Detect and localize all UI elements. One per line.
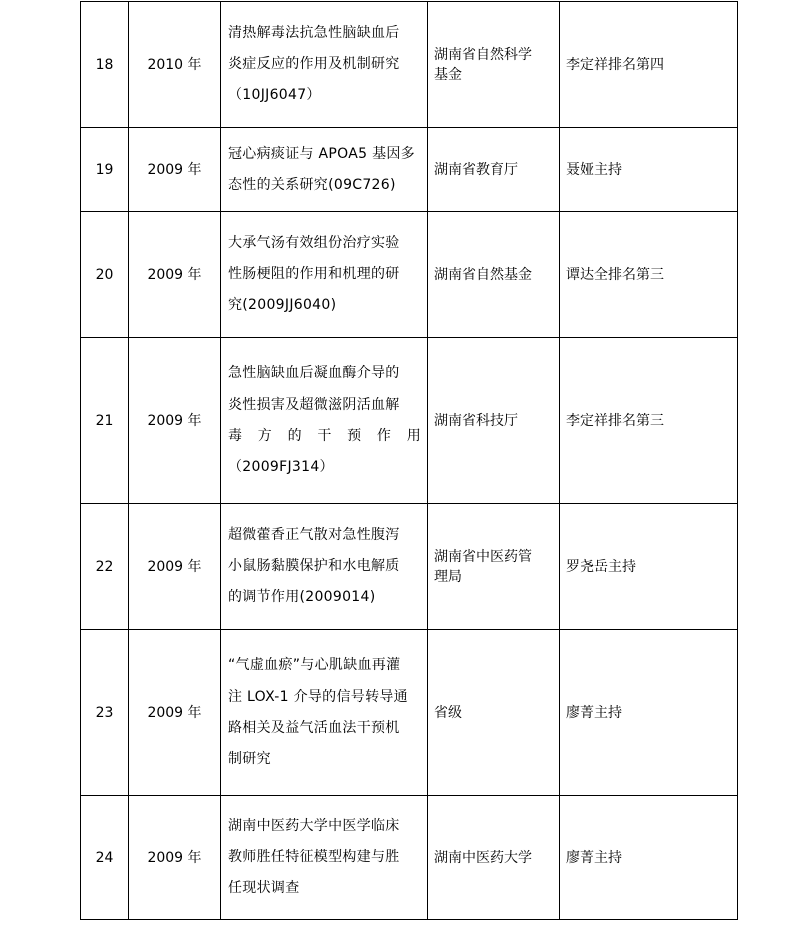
org-line: 湖南省自然基金 xyxy=(434,266,532,283)
row-number: 23 xyxy=(81,630,129,796)
title-line: 任现状调查 xyxy=(228,880,300,897)
row-year: 2009 年 xyxy=(129,796,221,920)
title-line: （2009FJ314） xyxy=(228,458,334,475)
title-line: 态性的关系研究(09C726) xyxy=(228,176,396,193)
row-number: 24 xyxy=(81,796,129,920)
row-number: 20 xyxy=(81,212,129,338)
title-line: 炎症反应的作用及机制研究 xyxy=(228,56,400,73)
table-row xyxy=(81,630,738,796)
org-line: 省级 xyxy=(434,704,462,721)
project-title xyxy=(221,212,428,338)
org-line: 湖南省教育厅 xyxy=(434,161,518,178)
funding-org xyxy=(428,212,560,338)
title-line: 究(2009JJ6040) xyxy=(228,297,337,314)
project-title xyxy=(221,504,428,630)
row-year: 2010 年 xyxy=(129,2,221,128)
title-line: 湖南中医药大学中医学临床 xyxy=(228,817,400,834)
person-role: 廖菁主持 xyxy=(560,630,738,796)
projects-table xyxy=(80,1,738,920)
table-row xyxy=(81,504,738,630)
org-line: 湖南中医药大学 xyxy=(434,849,532,866)
table-row xyxy=(81,796,738,920)
person-role: 聂娅主持 xyxy=(560,128,738,212)
project-title xyxy=(221,338,428,504)
title-line: 教师胜任特征模型构建与胜 xyxy=(228,849,400,866)
person-role: 罗尧岳主持 xyxy=(560,504,738,630)
person-role: 李定祥排名第四 xyxy=(560,2,738,128)
funding-org xyxy=(428,338,560,504)
org-line: 湖南省中医药管 xyxy=(434,548,532,565)
title-line: 毒方的干预作用 xyxy=(228,427,421,444)
project-title xyxy=(221,2,428,128)
title-line: 性肠梗阻的作用和机理的研 xyxy=(228,266,400,283)
row-year: 2009 年 xyxy=(129,128,221,212)
row-year: 2009 年 xyxy=(129,338,221,504)
title-line: 急性脑缺血后凝血酶介导的 xyxy=(228,365,400,382)
project-title xyxy=(221,796,428,920)
org-line: 湖南省科技厅 xyxy=(434,412,518,429)
table-row xyxy=(81,128,738,212)
title-line: 冠心病痰证与 APOA5 基因多 xyxy=(228,145,415,162)
project-title xyxy=(221,630,428,796)
table-row xyxy=(81,2,738,128)
title-line: 小鼠肠黏膜保护和水电解质 xyxy=(228,558,400,575)
org-line: 基金 xyxy=(434,66,462,83)
table-row xyxy=(81,212,738,338)
row-number: 22 xyxy=(81,504,129,630)
row-number: 18 xyxy=(81,2,129,128)
org-line: 理局 xyxy=(434,568,462,585)
row-number: 19 xyxy=(81,128,129,212)
title-line: 制研究 xyxy=(228,750,271,767)
row-number: 21 xyxy=(81,338,129,504)
funding-org xyxy=(428,504,560,630)
funding-org xyxy=(428,2,560,128)
funding-org xyxy=(428,630,560,796)
row-year: 2009 年 xyxy=(129,212,221,338)
title-line: 大承气汤有效组份治疗实验 xyxy=(228,234,400,251)
funding-org xyxy=(428,128,560,212)
person-role: 李定祥排名第三 xyxy=(560,338,738,504)
title-line: 超微藿香正气散对急性腹泻 xyxy=(228,526,400,543)
title-line: 清热解毒法抗急性脑缺血后 xyxy=(228,24,400,41)
title-line: 注 LOX-1 介导的信号转导通 xyxy=(228,688,408,705)
table-row xyxy=(81,338,738,504)
funding-org xyxy=(428,796,560,920)
person-role: 谭达全排名第三 xyxy=(560,212,738,338)
title-line: （10JJ6047） xyxy=(228,87,321,104)
org-line: 湖南省自然科学 xyxy=(434,46,532,63)
row-year: 2009 年 xyxy=(129,630,221,796)
person-role: 廖菁主持 xyxy=(560,796,738,920)
project-title xyxy=(221,128,428,212)
title-line: “气虚血瘀”与心肌缺血再灌 xyxy=(228,657,401,674)
title-line: 路相关及益气活血法干预机 xyxy=(228,719,400,736)
row-year: 2009 年 xyxy=(129,504,221,630)
title-line: 炎性损害及超微滋阴活血解 xyxy=(228,396,400,413)
title-line: 的调节作用(2009014) xyxy=(228,589,376,606)
